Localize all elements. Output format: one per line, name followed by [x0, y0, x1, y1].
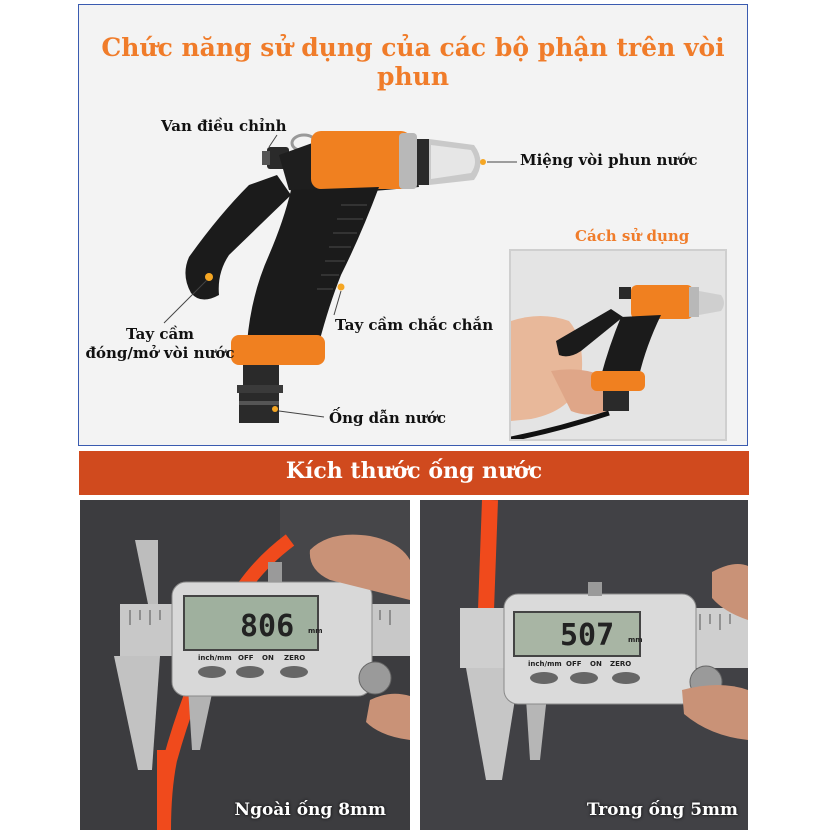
usage-title: Cách sử dụng [575, 227, 690, 245]
lcd-unit-inner: mm [628, 636, 643, 644]
lcd-unit-outer: mm [308, 627, 323, 635]
lcd-reading-inner: 507 [560, 618, 615, 653]
caliper-inner-illustration [420, 500, 748, 830]
btn-label-off-inner: OFF [566, 660, 582, 668]
btn-label-inch-mm-outer: inch/mm [198, 654, 232, 662]
handle-collar [231, 335, 325, 365]
btn-label-on-outer: ON [262, 654, 274, 662]
callout-nozzle-mouth: Miệng vòi phun nước [520, 151, 698, 169]
callout-trigger-line1: Tay cầm [125, 325, 195, 343]
lcd-reading-outer: 806 [240, 609, 295, 644]
page-title: Chức năng sử dụng của các bộ phận trên vòi phun [101, 33, 725, 91]
callout-grip: Tay cầm chắc chắn [335, 316, 494, 334]
product-parts-panel [78, 4, 748, 446]
hose-connector [243, 365, 279, 385]
callout-valve: Van điều chỉnh [161, 117, 287, 135]
btn-label-on-inner: ON [590, 660, 602, 668]
btn-label-inch-mm-inner: inch/mm [528, 660, 562, 668]
trigger-dot [205, 273, 213, 281]
caliper-outer-illustration [80, 500, 410, 830]
caliper-photo-inner [420, 500, 748, 830]
btn-label-off-outer: OFF [238, 654, 254, 662]
btn-label-zero-inner: ZERO [610, 660, 632, 668]
callout-trigger-line2: đóng/mở vòi nước [85, 344, 235, 362]
hose-size-banner [79, 451, 749, 495]
hand-holding-gun-illustration [511, 251, 727, 441]
caption-outer: Ngoài ống 8mm [234, 800, 386, 820]
orange-sleeve [311, 131, 411, 189]
btn-label-zero-outer: ZERO [284, 654, 306, 662]
banner-title: Kích thước ống nước [285, 458, 543, 484]
usage-photo [509, 249, 727, 441]
callout-water-pipe: Ống dẫn nước [329, 409, 446, 427]
caption-inner: Trong ống 5mm [586, 800, 738, 820]
caliper-photo-outer [80, 500, 410, 830]
callout-trigger-handle [85, 325, 235, 363]
